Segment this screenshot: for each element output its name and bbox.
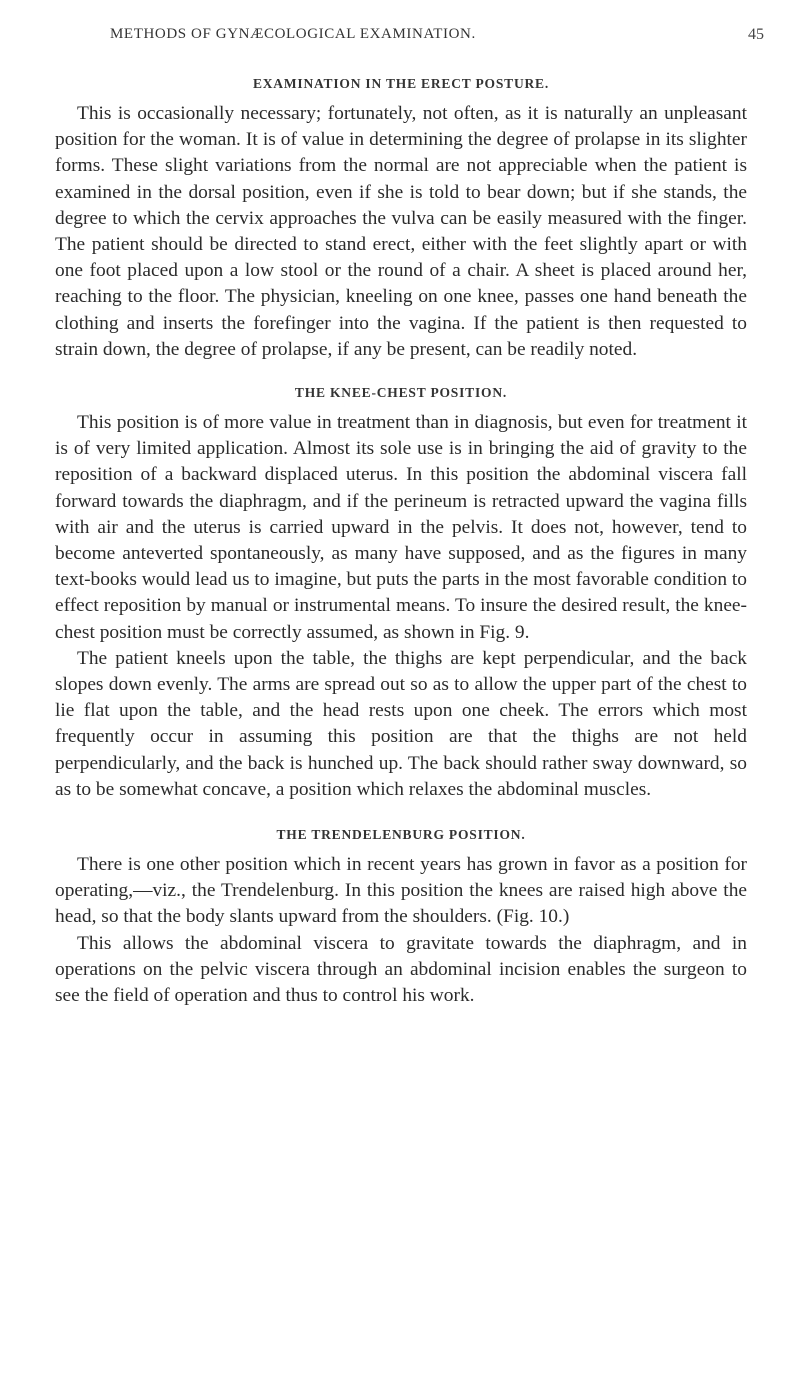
running-head xyxy=(0,26,800,50)
running-title: METHODS OF GYNÆCOLOGICAL EXAMINATION. xyxy=(110,26,476,42)
section-knee-chest-position xyxy=(55,385,747,803)
paragraph: This allows the abdominal viscera to gravitate towards the diaphragm, and in operations on the pelvic viscera through an abdominal incision enables the surgeon to see the field of operation and thus to control his work. xyxy=(55,932,747,1007)
section-heading: EXAMINATION IN THE ERECT POSTURE. xyxy=(252,76,550,91)
section-trendelenburg-position xyxy=(55,827,747,1009)
paragraph: This is occasionally necessary; fortunately, not often, as it is naturally an unpleasant position for the woman. It is of value in determining the degree of prolapse in its slighter forms. These slight variations from the normal are not appreciable when the patient is examined in the dorsal position, even if she is told to bear down; but if she stands, the degree to which the cervix approaches the vulva can be easily measured with the finger. The patient should be directed to stand erect, either with the feet slightly apart or with one foot placed upon a low stool or the round of a chair. A sheet is placed around her, reaching to the floor. The physician, kneeling on one knee, passes one hand beneath the clothing and inserts the forefinger into the vagina. If the patient is then requested to strain down, the degree of prolapse, if any be present, can be readily noted. xyxy=(55,103,747,360)
paragraph: There is one other position which in recent years has grown in favor as a position for operating,—viz., the Trendelenburg. In this position the knees are raised high above the head, so that the body slants upward from the shoulders. (Fig. 10.) xyxy=(55,854,747,928)
paragraph: This position is of more value in treatment than in diagnosis, but even for treatment it is of very limited application. Almost its sole use is in bringing the aid of gravity to the reposition of a backward displaced uterus. In this position the abdominal viscera fall forward towards the diaphragm, and if the perineum is retracted upward the vagina fills with air and the uterus is carried upward in the pelvis. It does not, however, tend to become anteverted spontaneously, as many have supposed, and as the figures in many text-books would lead us to imagine, but puts the parts in the most favorable condition to effect reposition by manual or instrumental means. To insure the desired result, the knee-chest position must be correctly assumed, as shown in Fig. 9. xyxy=(55,412,747,643)
section-heading: THE TRENDELENBURG POSITION. xyxy=(276,827,526,843)
section-erect-posture xyxy=(55,76,747,363)
page-body xyxy=(55,76,747,1009)
page-number: 45 xyxy=(748,26,764,43)
section-heading: THE KNEE-CHEST POSITION. xyxy=(294,385,508,401)
paragraph: The patient kneels upon the table, the thighs are kept perpendicular, and the back slopes down evenly. The arms are spread out so as to allow the upper part of the chest to lie flat upon the table, and the head rests upon one cheek. The errors which most frequently occur in assuming this position are that the thighs are not held perpendicularly, and the back is hunched up. The back should rather sway downward, so as to be somewhat concave, a position which relaxes the abdominal muscles. xyxy=(55,647,747,800)
